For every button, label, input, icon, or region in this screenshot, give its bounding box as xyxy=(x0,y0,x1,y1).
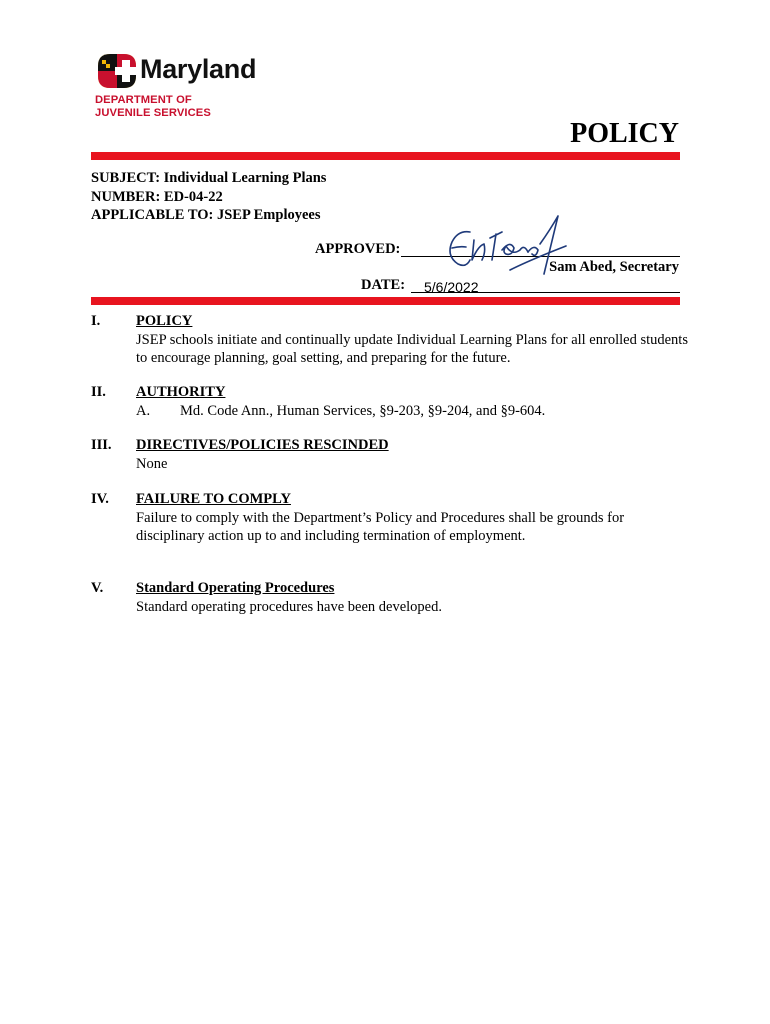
section-numeral: I. xyxy=(91,313,101,329)
number-line: NUMBER: ED-04-22 xyxy=(91,188,223,205)
maryland-flag-icon xyxy=(94,52,138,90)
document-type-title: POLICY xyxy=(570,118,679,149)
approved-label: APPROVED: xyxy=(315,241,401,257)
section-heading: POLICY xyxy=(136,313,193,329)
date-label: DATE: xyxy=(361,277,406,293)
section-numeral: IV. xyxy=(91,491,109,507)
maryland-djs-logo xyxy=(94,46,294,122)
logo-wordmark: Maryland xyxy=(140,54,257,84)
date-row xyxy=(361,277,680,297)
section-divider xyxy=(91,297,680,305)
logo-department-text: DEPARTMENT OF JUVENILE SERVICES xyxy=(95,94,211,119)
section-text: Standard operating procedures have been developed. xyxy=(136,598,442,615)
header-divider xyxy=(91,152,680,160)
section-text: None xyxy=(136,455,168,472)
section-heading: FAILURE TO COMPLY xyxy=(136,491,291,507)
section-text: Failure to comply with the Department’s Policy and Procedures shall be grounds for disciplinary action up to and including termination of employment. xyxy=(136,509,625,544)
section-numeral: V. xyxy=(91,580,104,596)
section-heading: AUTHORITY xyxy=(136,384,226,400)
authority-item-letter: A. xyxy=(136,402,151,419)
authority-item-text: Md. Code Ann., Human Services, §9-203, §9-204, and §9-604. xyxy=(180,402,546,419)
policy-header-block xyxy=(91,169,326,225)
signer-name: Sam Abed, Secretary xyxy=(549,259,679,275)
subject-line: SUBJECT: Individual Learning Plans xyxy=(91,170,327,186)
section-text: JSEP schools initiate and continually update Individual Learning Plans for all enrolled students to encourage planning, goal setting, and preparing for the future. xyxy=(136,331,688,366)
date-value: 5/6/2022 xyxy=(424,279,479,295)
date-line xyxy=(411,292,680,293)
section-heading: DIRECTIVES/POLICIES RESCINDED xyxy=(136,437,389,453)
section-numeral: III. xyxy=(91,437,112,453)
authority-item xyxy=(136,402,696,421)
section-numeral: II. xyxy=(91,384,106,400)
handwritten-signature xyxy=(440,210,570,280)
applicable-line: APPLICABLE TO: JSEP Employees xyxy=(91,207,321,223)
section-heading: Standard Operating Procedures xyxy=(136,580,335,596)
